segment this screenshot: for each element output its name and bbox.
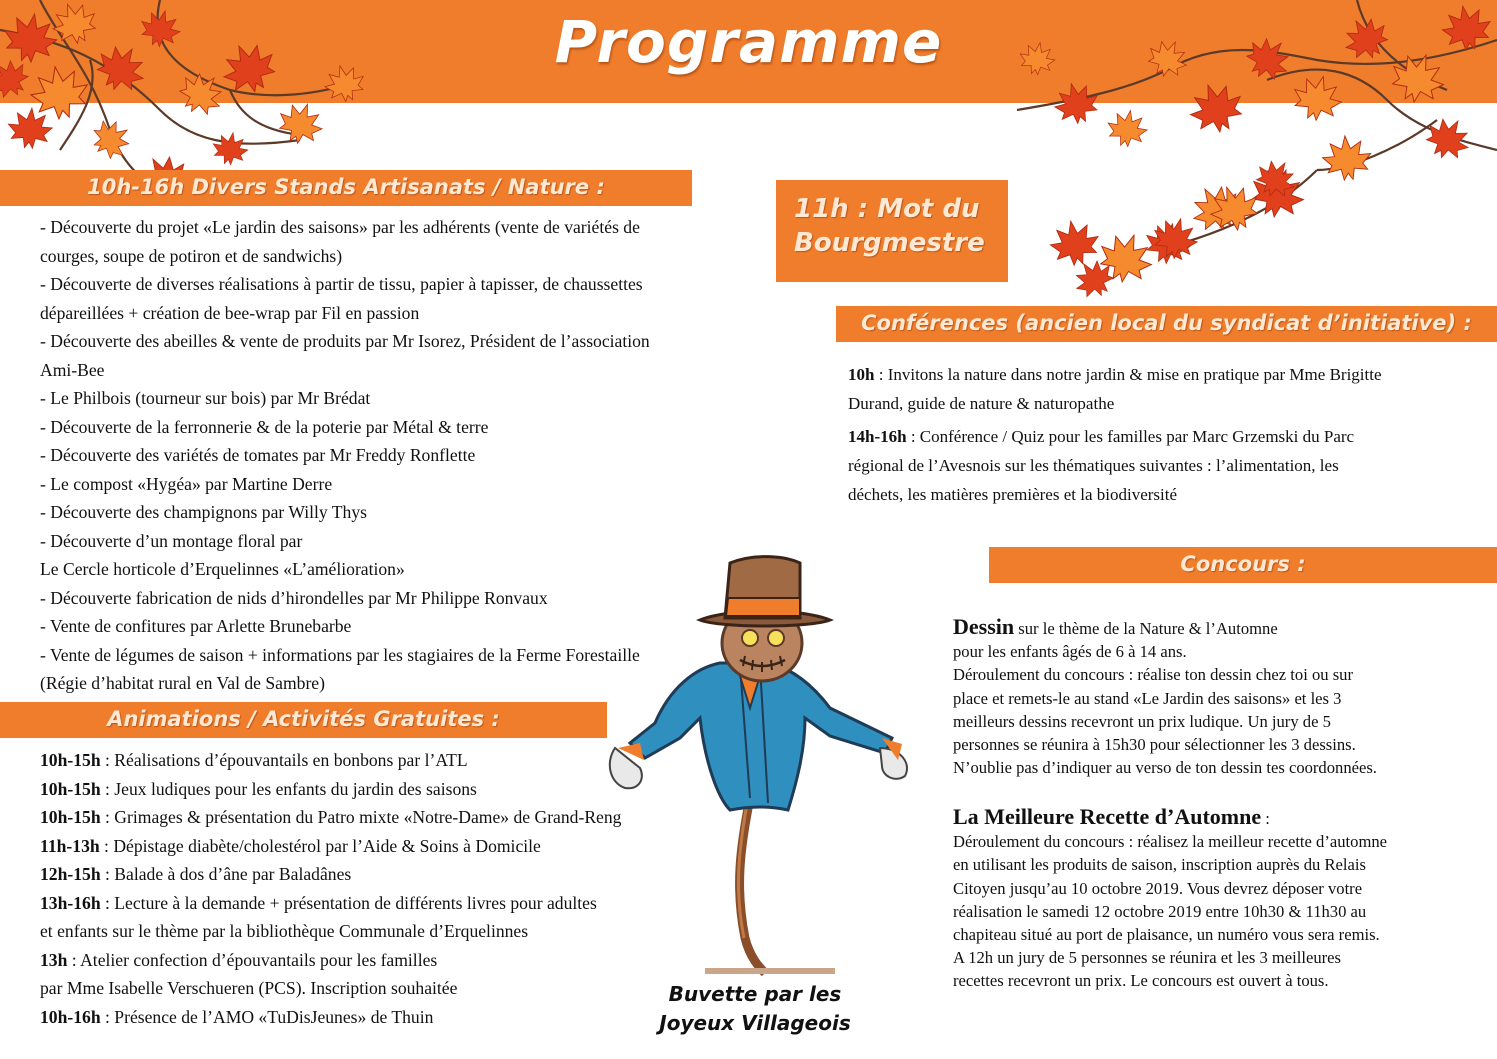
list-item: 10h-15h : Jeux ludiques pour les enfants du jardin des saisons — [40, 778, 477, 799]
maple-leaf — [1321, 134, 1373, 182]
scarecrow-icon — [600, 548, 920, 978]
list-item: 10h-16h : Présence de l’AMO «TuDisJeunes» de Thuin — [40, 1006, 434, 1027]
list-item: dépareillées + création de bee-wrap par Fil en passion — [40, 302, 420, 323]
list-item: - Découverte des champignons par Willy Thys — [40, 502, 367, 522]
list-item: 12h-15h : Balade à dos d’âne par Baladânes — [40, 864, 352, 884]
list-item: - Découverte des abeilles & vente de produits par Mr Isorez, Président de l’association — [40, 331, 650, 351]
maple-leaf — [7, 106, 54, 150]
maple-leaf — [1047, 217, 1102, 269]
list-item: - Découverte de diverses réalisations à partir de tissu, papier à tapisser, de chaussettes — [40, 274, 643, 294]
list-item: - Découverte des variétés de tomates par Mr Freddy Ronflette — [40, 445, 476, 465]
list-item: Le Cercle horticole d’Erquelinnes «L’amélioration» — [40, 559, 405, 579]
list-item: - Découverte d’un montage floral par — [40, 530, 303, 551]
list-item: - Découverte fabrication de nids d’hirondelles par Mr Philippe Ronvaux — [40, 587, 548, 608]
list-item: - Découverte de la ferronnerie & de la poterie par Métal & terre — [40, 416, 489, 437]
concours-recette: La Meilleure Recette d’Automne : Déroulement du concours : réalisez la meilleur recette d’automne en utilisant les produits de saison, inscription auprès du Relais Citoyen jusqu’au 10 octobre 2019. Vous devrez déposer votre réalisation le samedi 12 octobre 2019 entre 10h30 & 11h30 au chapiteau situé au port de plaisance, un numéro vous sera remis. A 12h un jury de 5 personnes se réunira et les 3 meilleures recettes recevront un prix. Le concours est ouvert à tous. — [953, 804, 1388, 991]
list-item: courges, soupe de potiron et de sandwichs) — [40, 245, 343, 266]
conferences-header: Conférences (ancien local du syndicat d’initiative) : — [836, 306, 1497, 342]
list-item: - Découverte du projet «Le jardin des saisons» par les adhérents (vente de variétés de — [40, 217, 640, 237]
buvette-line-2: Joyeux Villageois — [659, 1011, 851, 1035]
mot-line-1: 11h : Mot du — [794, 194, 980, 224]
dessin-lead: Dessin — [953, 614, 1015, 639]
list-item: 14h-16h : Conférence / Quiz pour les familles par Marc Grzemski du Parc régional de l’Avesnois sur les thématiques suivantes : l’alimentation, les déchets, les matières premières et la biodiversité — [848, 427, 1355, 504]
conferences-list — [848, 360, 1488, 513]
list-item: - Vente de confitures par Arlette Brunebarbe — [40, 616, 352, 636]
list-item: - Le Philbois (tourneur sur bois) par Mr Brédat — [40, 388, 371, 408]
maple-leaves-right-icon — [1035, 150, 1295, 300]
maple-leaf — [210, 130, 250, 168]
list-item: par Mme Isabelle Verschueren (PCS). Inscription souhaitée — [40, 978, 458, 998]
list-item: - Le compost «Hygéa» par Martine Derre — [40, 473, 333, 494]
maple-leaf — [1149, 213, 1202, 263]
stands-header: 10h-16h Divers Stands Artisanats / Nature : — [0, 170, 692, 206]
list-item: 10h-15h : Grimages & présentation du Patro mixte «Notre-Dame» de Grand-Reng — [40, 807, 622, 827]
maple-leaf — [1419, 110, 1477, 167]
concours-header: Concours : — [989, 547, 1497, 583]
page-title: Programme — [554, 8, 943, 76]
list-item: Ami-Bee — [40, 359, 105, 380]
recette-lead: La Meilleure Recette d’Automne — [953, 804, 1262, 829]
list-item: 10h-15h : Réalisations d’épouvantails en bonbons par l’ATL — [40, 750, 468, 770]
animations-header: Animations / Activités Gratuites : — [0, 702, 607, 738]
concours-dessin: Dessin sur le thème de la Nature & l’Automne pour les enfants âgés de 6 à 14 ans. Déroulement du concours : réalise ton dessin chez toi ou sur place et remets-le au stand «Le Jardin des saisons» et les 3 meilleurs dessins recevront un prix ludique. Un jury de 5 personnes se réunira à 15h30 pour sélectionner les 3 dessins. N’oublie pas d’indiquer au verso de ton dessin tes coordonnées. — [953, 614, 1377, 778]
maple-leaf — [1250, 153, 1295, 204]
buvette-line-1: Buvette par les — [668, 982, 842, 1006]
list-item: 11h-13h : Dépistage diabète/cholestérol par l’Aide & Soins à Domicile — [40, 835, 541, 856]
maple-leaf — [1183, 76, 1249, 139]
buvette-caption — [630, 980, 880, 1038]
list-item: 10h : Invitons la nature dans notre jardin & mise en pratique par Mme Brigitte Durand, guide de nature & naturopathe — [848, 365, 1382, 413]
mot-bourgmestre-box — [776, 180, 1008, 282]
maple-leaf — [1204, 179, 1265, 237]
list-item: (Régie d’habitat rural en Val de Sambre) — [40, 673, 325, 693]
list-item: 13h : Atelier confection d’épouvantails pour les familles — [40, 949, 438, 970]
maple-leaf — [86, 113, 137, 165]
list-item: et enfants sur le thème par la bibliothèque Communale d’Erquelinnes — [40, 921, 529, 941]
maple-leaf — [1289, 70, 1347, 125]
maple-leaf — [1105, 107, 1150, 149]
list-item: - Vente de légumes de saison + informations par les stagiaires de la Ferme Forestaille — [40, 644, 640, 665]
list-item: 13h-16h : Lecture à la demande + présentation de différents livres pour adultes — [40, 892, 597, 913]
mot-line-2: Bourgmestre — [794, 228, 985, 258]
